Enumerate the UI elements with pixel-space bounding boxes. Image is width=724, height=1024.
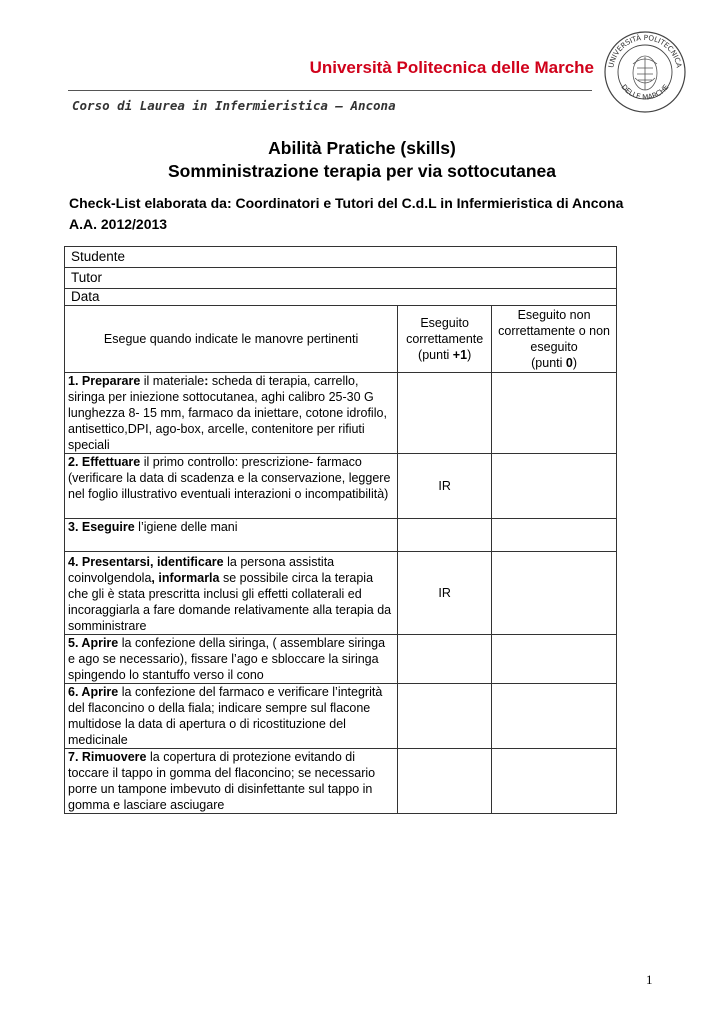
course-name: Corso di Laurea in Infermieristica – Ancona xyxy=(72,98,396,113)
step-text: il primo controllo: prescrizione- farmaco (verificare la data di scadenza e la conservazione, leggere nel foglio illustrativo eventuali interazioni o incompatibilità) xyxy=(68,455,391,501)
info-row-studente xyxy=(65,247,617,268)
score-correct-cell[interactable]: IR xyxy=(398,454,492,519)
info-row-data xyxy=(65,289,617,306)
info-row-tutor xyxy=(65,268,617,289)
step-text: la confezione della siringa, ( assemblare siringa e ago se necessario), fissare l’ago e sbloccare la siringa spingendo lo stantuffo verso il cono xyxy=(68,636,386,682)
score-incorrect-cell[interactable] xyxy=(492,373,617,454)
step-action: 1. Preparare xyxy=(68,374,141,388)
step-text-bold: : xyxy=(204,374,209,388)
points-label: (punti xyxy=(418,348,453,362)
university-name: Università Politecnica delle Marche xyxy=(309,58,594,77)
step-action: 6. Aprire xyxy=(68,685,119,699)
step-action: 4. Presentarsi, identificare xyxy=(68,555,224,569)
step-text-rest: scheda di terapia, carrello, siringa per iniezione sottocutanea, aghi calibro 25-30 G lunghezza 8- 15 mm, farmaco da iniettare, cotone idrofilo, antisettico,DPI, ago-box, arcelle, contenitore per rifiuti speciali xyxy=(68,374,387,452)
header-divider xyxy=(68,90,592,91)
step-text: la persona assistita coinvolgendola xyxy=(68,555,335,585)
university-seal-logo xyxy=(603,30,687,114)
score-incorrect-cell[interactable] xyxy=(492,552,617,635)
checklist-note: Check-List elaborata da: Coordinatori e Tutori del C.d.L in Infermieristica di Ancona A.A. 2012/2013 xyxy=(69,195,624,232)
document-title: Abilità Pratiche (skills) xyxy=(268,138,456,158)
points-close: ) xyxy=(572,356,577,370)
score-correct-cell[interactable] xyxy=(398,635,492,684)
score-correct-cell[interactable] xyxy=(398,373,492,454)
step-action: 7. Rimuovere xyxy=(68,750,147,764)
step-description xyxy=(65,373,398,454)
points-label: (punti xyxy=(531,356,566,370)
column-header-incorrect-text: Eseguito non correttamente o non eseguito xyxy=(498,308,610,354)
step-action: 3. Eseguire xyxy=(68,520,135,534)
score-incorrect-cell[interactable] xyxy=(492,684,617,749)
table-header-row xyxy=(65,306,617,373)
table-row xyxy=(65,749,617,814)
step-text: la copertura di protezione evitando di toccare il tappo in gomma del flaconcino; se necessario porre un tampone imbevuto di disinfettante sul tappo in gomma e lasciare asciugare xyxy=(68,750,376,812)
score-incorrect-cell[interactable] xyxy=(492,635,617,684)
seal-text-top: UNIVERSITÀ POLITECNICA xyxy=(606,32,684,69)
step-action: 5. Aprire xyxy=(68,636,119,650)
column-header-procedure: Esegue quando indicate le manovre pertinenti xyxy=(65,306,398,373)
page-number: 1 xyxy=(646,972,653,987)
column-header-incorrect xyxy=(492,306,617,373)
points-close: ) xyxy=(467,348,472,362)
step-text-rest: se possibile circa la terapia che gli è stata prescritta inclusi gli effetti collaterali ed incoraggiarla a fare domande relativamente alla terapia da somministrare xyxy=(68,571,392,633)
step-text-bold: , informarla xyxy=(151,571,220,585)
table-row xyxy=(65,519,617,552)
info-label: Studente xyxy=(65,247,617,268)
info-label: Data xyxy=(65,289,617,306)
score-incorrect-cell[interactable] xyxy=(492,749,617,814)
column-header-correct xyxy=(398,306,492,373)
table-row xyxy=(65,454,617,519)
step-description xyxy=(65,684,398,749)
score-correct-cell[interactable] xyxy=(398,519,492,552)
checklist-table xyxy=(64,246,617,814)
score-correct-cell[interactable] xyxy=(398,749,492,814)
step-action: 2. Effettuare xyxy=(68,455,141,469)
step-description xyxy=(65,552,398,635)
document-subtitle: Somministrazione terapia per via sottocutanea xyxy=(167,161,557,181)
table-row xyxy=(65,635,617,684)
step-description xyxy=(65,749,398,814)
table-row xyxy=(65,373,617,454)
score-incorrect-cell[interactable] xyxy=(492,454,617,519)
step-text: il materiale xyxy=(140,374,205,388)
column-header-correct-text: Eseguito correttamente xyxy=(406,316,484,346)
score-incorrect-cell[interactable] xyxy=(492,519,617,552)
points-value: +1 xyxy=(452,348,468,362)
seal-text-bottom: DELLE MARCHE xyxy=(619,82,671,102)
table-row xyxy=(65,552,617,635)
score-correct-cell[interactable]: IR xyxy=(398,552,492,635)
step-description xyxy=(65,454,398,519)
table-row xyxy=(65,684,617,749)
step-description xyxy=(65,635,398,684)
step-description xyxy=(65,519,398,552)
step-text: l’igiene delle mani xyxy=(134,520,238,534)
info-label: Tutor xyxy=(65,268,617,289)
step-text: la confezione del farmaco e verificare l’integrità del flaconcino o della fiala; indicare sempre sul flacone multidose la data di apertura o di ricostituzione del medicinale xyxy=(68,685,383,747)
points-value: 0 xyxy=(565,356,573,370)
score-correct-cell[interactable] xyxy=(398,684,492,749)
